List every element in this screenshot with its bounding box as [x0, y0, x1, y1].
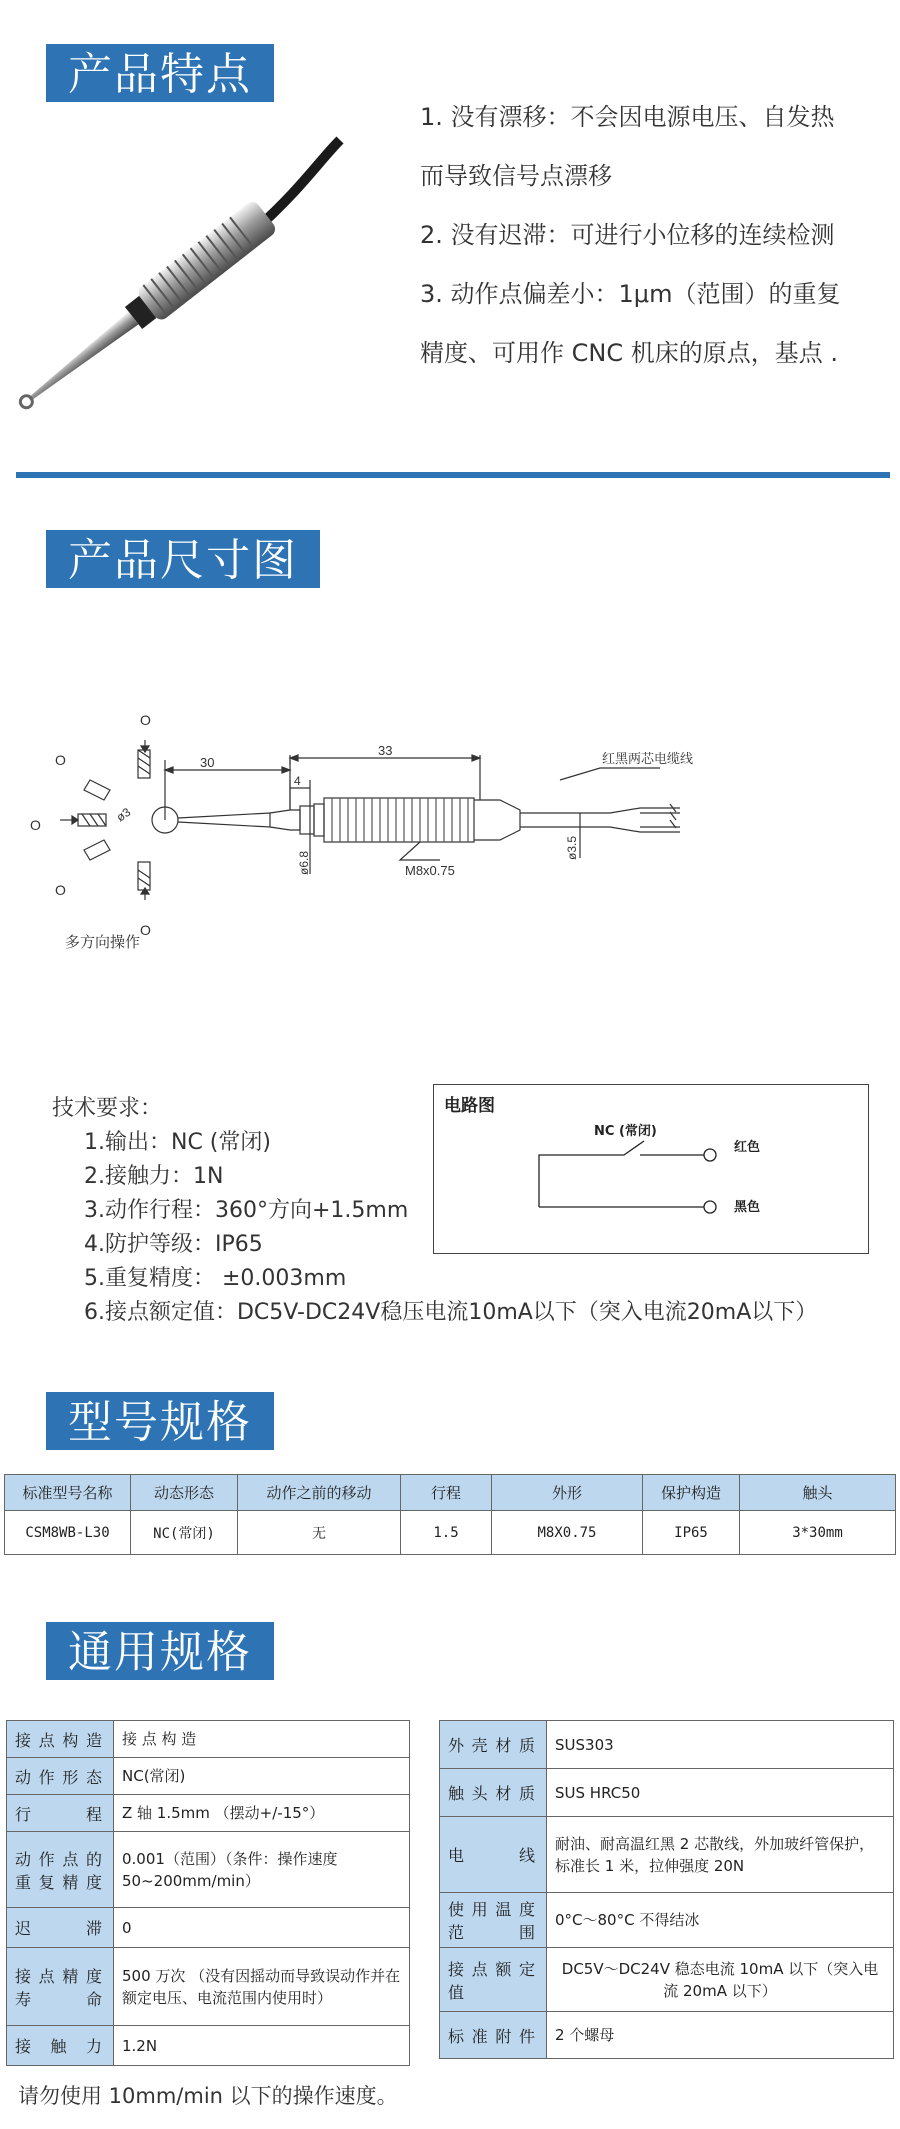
spec-value: SUS303 — [547, 1721, 894, 1769]
circuit-red-label: 红色 — [734, 1140, 761, 1155]
dim-phi68: ø6.8 — [297, 850, 311, 875]
model-header-cell: 触头 — [740, 1475, 896, 1511]
spec-key: 接触力 — [7, 2026, 114, 2066]
thread-label: M8x0.75 — [405, 863, 455, 878]
spec-key: 外壳材质 — [440, 1721, 547, 1769]
section-title-dimensions: 产品尺寸图 — [46, 530, 320, 588]
spec-value: 耐油、耐高温红黑 2 芯散线，外加玻纤管保护，标准长 1 米，拉伸强度 20N — [547, 1817, 894, 1893]
spec-key: 接点额定值 — [440, 1948, 547, 2012]
table-row — [7, 2026, 410, 2066]
tech-item: 1.输出：NC (常闭) — [84, 1130, 271, 1155]
model-cell: NC(常闭) — [131, 1511, 238, 1555]
tech-item: 4.防护等级：IP65 — [84, 1232, 263, 1257]
tech-item: 2.接触力：1N — [84, 1164, 224, 1189]
model-cell: 3*30mm — [740, 1511, 896, 1555]
model-table — [4, 1474, 896, 1555]
table-row — [440, 2012, 894, 2059]
table-row — [440, 1893, 894, 1948]
model-cell: CSM8WB-L30 — [5, 1511, 131, 1555]
dim-33: 33 — [378, 743, 393, 758]
table-row — [440, 1817, 894, 1893]
spec-key: 动作点的重复精度 — [7, 1832, 114, 1908]
tech-item: 6.接点额定值：DC5V-DC24V稳压电流10mA以下（突入电流20mA以下） — [84, 1300, 818, 1325]
model-cell: IP65 — [643, 1511, 740, 1555]
spec-value: SUS HRC50 — [547, 1769, 894, 1817]
cable-label: 红黑两芯电缆线 — [602, 751, 694, 766]
table-row — [7, 1721, 410, 1758]
spec-value: 0°C～80°C 不得结冰 — [547, 1893, 894, 1948]
spec-value: 0.001（范围）（条件：操作速度 50~200mm/min） — [114, 1832, 410, 1908]
feature-line: 2. 没有迟滞：可进行小位移的连续检测 — [420, 221, 835, 249]
spec-key: 接点构造 — [7, 1721, 114, 1758]
table-row — [5, 1511, 896, 1555]
table-row — [440, 1948, 894, 2012]
features-list — [420, 88, 890, 383]
dim-30: 30 — [200, 755, 215, 770]
model-cell: 无 — [238, 1511, 401, 1555]
section-divider — [16, 472, 890, 478]
section-title-features: 产品特点 — [46, 44, 274, 102]
model-header-cell: 行程 — [401, 1475, 492, 1511]
spec-key: 接点精度寿命 — [7, 1948, 114, 2026]
tech-item: 5.重复精度： ±0.003mm — [84, 1266, 347, 1291]
dimension-drawing — [20, 700, 890, 970]
spec-key: 迟滞 — [7, 1908, 114, 1948]
spec-key: 使用温度范围 — [440, 1893, 547, 1948]
feature-line: 精度、可用作 CNC 机床的原点，基点 . — [420, 339, 838, 367]
dim-phi35: ø3.5 — [565, 835, 579, 860]
general-spec-left — [6, 1720, 410, 2066]
general-spec-right — [439, 1720, 894, 2059]
model-header-cell: 保护构造 — [643, 1475, 740, 1511]
usage-note: 请勿使用 10mm/min 以下的操作速度。 — [18, 2084, 398, 2108]
circuit-black-label: 黑色 — [734, 1200, 761, 1215]
section-title-general: 通用规格 — [46, 1622, 274, 1680]
section-title-model: 型号规格 — [46, 1392, 274, 1450]
spec-value: DC5V～DC24V 稳态电流 10mA 以下（突入电流 20mA 以下） — [547, 1948, 894, 2012]
tech-title: 技术要求： — [52, 1096, 163, 1121]
table-row — [7, 1908, 410, 1948]
spec-value: 1.2N — [114, 2026, 410, 2066]
feature-line: 3. 动作点偏差小：1μm（范围）的重复 — [420, 280, 841, 308]
spec-key: 动作形态 — [7, 1758, 114, 1795]
spec-key: 电线 — [440, 1817, 547, 1893]
table-row — [440, 1769, 894, 1817]
dim-phi3: ø3 — [113, 804, 134, 825]
dir-o-lower-left: O — [55, 882, 66, 898]
circuit-diagram — [433, 1084, 869, 1254]
circuit-title: 电路图 — [444, 1096, 495, 1116]
model-cell: 1.5 — [401, 1511, 492, 1555]
table-row — [7, 1758, 410, 1795]
model-header-cell: 外形 — [492, 1475, 643, 1511]
dir-o-left: O — [30, 817, 41, 833]
multi-direction-label: 多方向操作 — [65, 934, 141, 951]
spec-value: 500 万次 （没有因摇动而导致误动作并在额定电压、电流范围内使用时） — [114, 1948, 410, 2026]
spec-value: 接 点 构 造 — [114, 1721, 410, 1758]
dim-4: 4 — [294, 774, 301, 788]
dir-o-top: O — [140, 712, 151, 728]
table-row — [7, 1832, 410, 1908]
spec-key: 触头材质 — [440, 1769, 547, 1817]
circuit-nc-label: NC (常闭) — [594, 1124, 657, 1139]
model-cell: M8X0.75 — [492, 1511, 643, 1555]
feature-line: 而导致信号点漂移 — [420, 162, 612, 190]
model-header-cell: 动作之前的移动 — [238, 1475, 401, 1511]
feature-line: 1. 没有漂移：不会因电源电压、自发热 — [420, 103, 835, 131]
model-header-cell: 标准型号名称 — [5, 1475, 131, 1511]
tech-item: 3.动作行程：360°方向+1.5mm — [84, 1198, 409, 1223]
model-header-cell: 动态形态 — [131, 1475, 238, 1511]
product-photo — [10, 120, 410, 420]
table-row — [7, 1795, 410, 1832]
spec-key: 行程 — [7, 1795, 114, 1832]
spec-value: Z 轴 1.5mm （摆动+/-15°） — [114, 1795, 410, 1832]
spec-key: 标准附件 — [440, 2012, 547, 2059]
table-row — [7, 1948, 410, 2026]
dir-o-upper-left: O — [55, 752, 66, 768]
model-table-header — [5, 1475, 896, 1511]
spec-value: 0 — [114, 1908, 410, 1948]
spec-value: NC(常闭) — [114, 1758, 410, 1795]
spec-value: 2 个螺母 — [547, 2012, 894, 2059]
dir-o-bottom: O — [140, 922, 151, 938]
table-row — [440, 1721, 894, 1769]
